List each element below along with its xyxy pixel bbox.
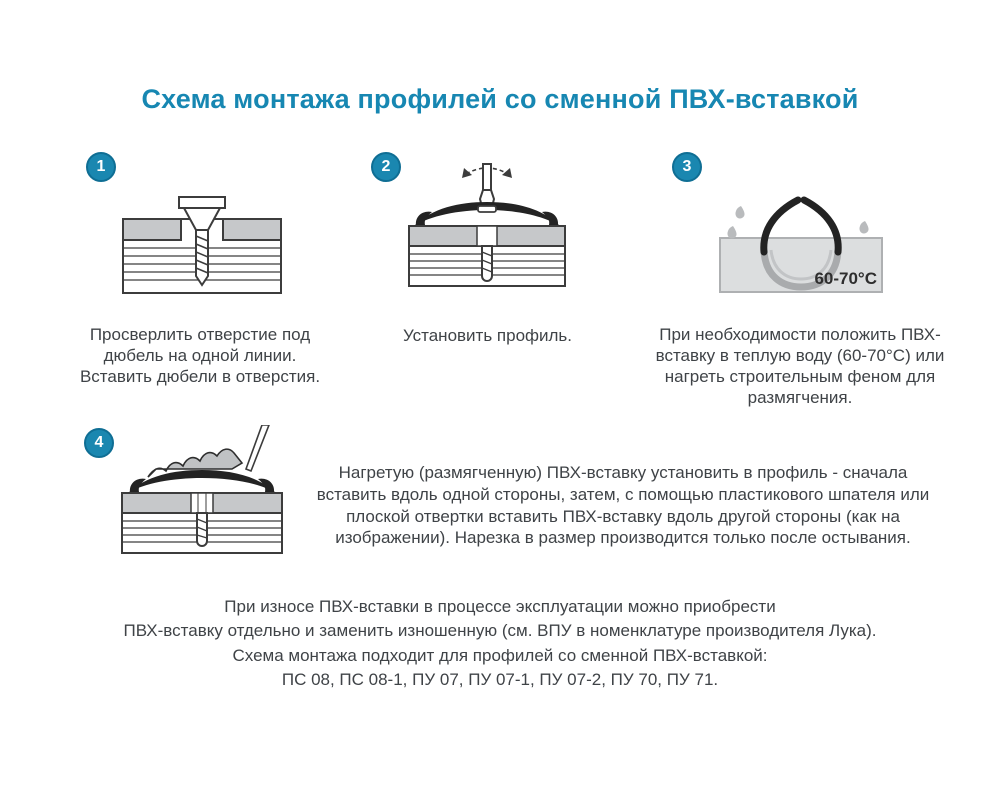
step-2-number-badge: [371, 152, 401, 182]
step-4-caption: Нагретую (размягченную) ПВХ-вставку установить в профиль - сначала вставить вдоль одной стороны, затем, с помощью пластикового шпателя или плоской отвертки вставить ПВХ-вставку вдоль другой стороны (как на изображении). Нарезка в размер производится только после остывания.: [316, 463, 930, 548]
footer-line: Схема монтажа подходит для профилей со сменной ПВХ-вставкой:: [232, 645, 768, 665]
step-3-caption: При необходимости положить ПВХ-вставку в теплую воду (60-70°С) или нагреть строительным феном для размягчения.: [655, 325, 945, 408]
install-profile-icon: [404, 162, 570, 290]
footer-line: ПС 08, ПС 08-1, ПУ 07, ПУ 07-1, ПУ 07-2, ПУ 70, ПУ 71.: [281, 670, 719, 690]
step-4-number-badge: [84, 428, 114, 458]
warm-water-icon: [703, 188, 903, 294]
drill-dowel-icon: [118, 192, 286, 298]
footer-note: [0, 596, 1000, 694]
install-profile-illustration: [404, 162, 570, 290]
water-temperature-label: 60-70°C: [814, 269, 877, 288]
step-2-caption: Установить профиль.: [402, 326, 573, 345]
footer-line: При износе ПВХ-вставки в процессе эксплуатации можно приобрести: [224, 597, 776, 616]
insert-pvc-illustration: [114, 425, 290, 557]
warm-water-illustration: [703, 188, 903, 294]
step-1-number-badge: [86, 152, 116, 182]
insert-pvc-icon: [114, 425, 290, 557]
step-number: 3: [682, 158, 692, 175]
drill-dowel-illustration: [118, 192, 286, 298]
step-number: 4: [94, 434, 104, 451]
page-title: Схема монтажа профилей со сменной ПВХ-вставкой: [141, 84, 859, 114]
step-number: 1: [96, 158, 106, 175]
step-3-number-badge: [672, 152, 702, 182]
footer-line: ПВХ-вставку отдельно и заменить изношенную (см. ВПУ в номенклатуре производителя Лука).: [123, 621, 877, 641]
step-number: 2: [381, 158, 391, 175]
step-1-caption: Просверлить отверстие под дюбель на одной линии. Вставить дюбели в отверстия.: [79, 325, 321, 387]
